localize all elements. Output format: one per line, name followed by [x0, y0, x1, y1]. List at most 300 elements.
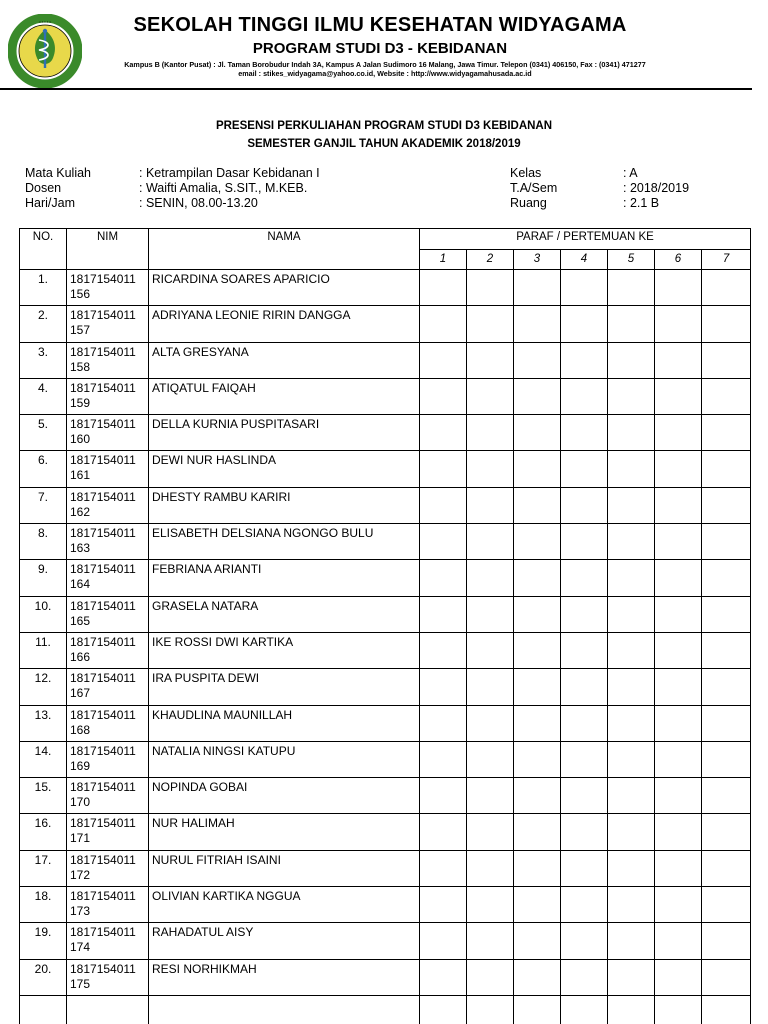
table-row — [20, 342, 751, 378]
signature-cell — [420, 415, 467, 451]
student-name: ATIQATUL FAIQAH — [149, 378, 420, 414]
signature-cell — [702, 923, 751, 959]
signature-cell — [514, 632, 561, 668]
student-name: GRASELA NATARA — [149, 596, 420, 632]
student-nim — [67, 887, 149, 923]
nim-line: 172 — [70, 867, 91, 882]
signature-cell — [420, 451, 467, 487]
student-name: NURUL FITRIAH ISAINI — [149, 850, 420, 886]
nim-line: 169 — [70, 758, 91, 773]
signature-cell — [420, 814, 467, 850]
signature-cell — [655, 995, 702, 1024]
signature-cell — [561, 270, 608, 306]
info-label: T.A/Sem — [510, 181, 558, 195]
table-row — [20, 959, 751, 995]
nim-line: 1817154011 — [70, 671, 136, 686]
signature-cell — [467, 451, 514, 487]
signature-cell — [561, 887, 608, 923]
header-no: NO. — [20, 229, 67, 270]
signature-cell — [420, 741, 467, 777]
signature-cell — [467, 524, 514, 560]
signature-cell — [655, 378, 702, 414]
signature-cell — [655, 923, 702, 959]
signature-cell — [420, 632, 467, 668]
nim-line: 1817154011 — [70, 816, 136, 831]
signature-cell — [608, 524, 655, 560]
signature-cell — [702, 596, 751, 632]
signature-cell — [702, 378, 751, 414]
info-value: : 2018/2019 — [623, 181, 690, 195]
signature-cell — [467, 814, 514, 850]
signature-cell — [514, 451, 561, 487]
document-subtitle: SEMESTER GANJIL TAHUN AKADEMIK 2018/2019 — [247, 138, 521, 150]
signature-cell — [702, 705, 751, 741]
row-number — [20, 995, 67, 1024]
signature-cell — [514, 415, 561, 451]
table-row — [20, 306, 751, 342]
signature-cell — [608, 378, 655, 414]
signature-cell — [561, 923, 608, 959]
signature-cell — [608, 814, 655, 850]
row-number: 11. — [20, 632, 67, 668]
signature-cell — [702, 306, 751, 342]
signature-cell — [608, 887, 655, 923]
nim-line: 167 — [70, 686, 91, 701]
nim-line: 164 — [70, 577, 91, 592]
nim-line: 162 — [70, 504, 91, 519]
signature-cell — [608, 959, 655, 995]
nim-line: 1817154011 — [70, 889, 136, 904]
signature-cell — [467, 923, 514, 959]
table-row — [20, 415, 751, 451]
signature-cell — [608, 778, 655, 814]
signature-cell — [420, 270, 467, 306]
signature-cell — [702, 415, 751, 451]
student-name: DELLA KURNIA PUSPITASARI — [149, 415, 420, 451]
nim-line: 1817154011 — [70, 780, 136, 795]
info-value: : Ketrampilan Dasar Kebidanan I — [139, 166, 320, 180]
table-row — [20, 887, 751, 923]
signature-cell — [467, 415, 514, 451]
signature-cell — [420, 887, 467, 923]
student-name: ADRIYANA LEONIE RIRIN DANGGA — [149, 306, 420, 342]
student-nim — [67, 705, 149, 741]
nim-line: 1817154011 — [70, 380, 136, 395]
signature-cell — [561, 850, 608, 886]
signature-cell — [561, 632, 608, 668]
nim-line: 1817154011 — [70, 634, 136, 649]
nim-line: 173 — [70, 904, 91, 919]
svg-text:• • • • •: • • • • • — [39, 19, 51, 24]
meeting-number: 4 — [561, 250, 608, 270]
signature-cell — [561, 741, 608, 777]
row-number: 1. — [20, 270, 67, 306]
signature-cell — [608, 487, 655, 523]
signature-cell — [514, 741, 561, 777]
student-name: KHAUDLINA MAUNILLAH — [149, 705, 420, 741]
signature-cell — [608, 995, 655, 1024]
signature-cell — [561, 306, 608, 342]
signature-cell — [608, 270, 655, 306]
student-nim — [67, 632, 149, 668]
nim-line: 165 — [70, 613, 91, 628]
student-nim — [67, 342, 149, 378]
signature-cell — [608, 342, 655, 378]
signature-cell — [467, 669, 514, 705]
signature-cell — [514, 705, 561, 741]
signature-cell — [702, 959, 751, 995]
nim-line: 171 — [70, 831, 91, 846]
signature-cell — [655, 560, 702, 596]
row-number: 6. — [20, 451, 67, 487]
signature-cell — [467, 270, 514, 306]
row-number: 13. — [20, 705, 67, 741]
signature-cell — [655, 669, 702, 705]
table-row — [20, 451, 751, 487]
signature-cell — [420, 596, 467, 632]
header-paraf: PARAF / PERTEMUAN KE — [420, 229, 751, 250]
nim-line: 1817154011 — [70, 344, 136, 359]
signature-cell — [655, 524, 702, 560]
signature-cell — [702, 632, 751, 668]
info-label: Dosen — [25, 181, 62, 195]
signature-cell — [420, 778, 467, 814]
signature-cell — [467, 342, 514, 378]
signature-cell — [467, 596, 514, 632]
table-row — [20, 669, 751, 705]
signature-cell — [561, 451, 608, 487]
signature-cell — [514, 378, 561, 414]
class-info — [510, 166, 750, 216]
attendance-rows — [20, 270, 751, 1024]
row-number: 8. — [20, 524, 67, 560]
signature-cell — [467, 741, 514, 777]
signature-cell — [420, 306, 467, 342]
signature-cell — [467, 705, 514, 741]
signature-cell — [467, 959, 514, 995]
signature-cell — [702, 451, 751, 487]
student-nim — [67, 923, 149, 959]
student-nim — [67, 741, 149, 777]
row-number: 10. — [20, 596, 67, 632]
signature-cell — [467, 850, 514, 886]
signature-cell — [702, 778, 751, 814]
nim-line: 1817154011 — [70, 598, 136, 613]
meeting-number: 7 — [702, 250, 751, 270]
signature-cell — [561, 524, 608, 560]
signature-cell — [655, 741, 702, 777]
nim-line: 1817154011 — [70, 961, 136, 976]
signature-cell — [514, 342, 561, 378]
signature-cell — [514, 887, 561, 923]
row-number: 16. — [20, 814, 67, 850]
signature-cell — [702, 850, 751, 886]
nim-line: 1817154011 — [70, 925, 136, 940]
signature-cell — [514, 560, 561, 596]
info-label: Mata Kuliah — [25, 166, 92, 180]
student-nim — [67, 560, 149, 596]
student-name — [149, 995, 420, 1024]
row-number: 3. — [20, 342, 67, 378]
nim-line: 1817154011 — [70, 852, 136, 867]
student-name: ALTA GRESYANA — [149, 342, 420, 378]
signature-cell — [420, 487, 467, 523]
row-number: 14. — [20, 741, 67, 777]
student-nim — [67, 524, 149, 560]
info-value: : A — [623, 166, 638, 180]
info-label: Ruang — [510, 196, 547, 210]
table-row — [20, 632, 751, 668]
student-nim — [67, 959, 149, 995]
signature-cell — [420, 959, 467, 995]
signature-cell — [608, 415, 655, 451]
signature-cell — [514, 850, 561, 886]
signature-cell — [514, 778, 561, 814]
nim-line: 156 — [70, 287, 91, 301]
meeting-number: 2 — [467, 250, 514, 270]
signature-cell — [608, 741, 655, 777]
nim-line: 168 — [70, 722, 91, 737]
nim-line: 1817154011 — [70, 272, 136, 286]
signature-cell — [514, 596, 561, 632]
signature-cell — [655, 270, 702, 306]
row-number: 12. — [20, 669, 67, 705]
signature-cell — [514, 524, 561, 560]
signature-cell — [655, 632, 702, 668]
attendance-table — [19, 228, 751, 1024]
signature-cell — [561, 487, 608, 523]
student-nim — [67, 378, 149, 414]
signature-cell — [702, 669, 751, 705]
signature-cell — [514, 487, 561, 523]
student-nim — [67, 596, 149, 632]
student-nim — [67, 814, 149, 850]
row-number: 17. — [20, 850, 67, 886]
signature-cell — [655, 451, 702, 487]
student-name: RESI NORHIKMAH — [149, 959, 420, 995]
signature-cell — [514, 959, 561, 995]
nim-line: 158 — [70, 359, 91, 374]
signature-cell — [420, 923, 467, 959]
signature-cell — [420, 850, 467, 886]
nim-line: 1817154011 — [70, 417, 136, 432]
signature-cell — [608, 451, 655, 487]
meeting-number: 5 — [608, 250, 655, 270]
signature-cell — [702, 814, 751, 850]
student-name: IKE ROSSI DWI KARTIKA — [149, 632, 420, 668]
signature-cell — [561, 415, 608, 451]
nim-line: 1817154011 — [70, 453, 136, 468]
student-nim — [67, 306, 149, 342]
signature-cell — [561, 705, 608, 741]
nim-line: 166 — [70, 649, 91, 664]
signature-cell — [702, 887, 751, 923]
table-row — [20, 524, 751, 560]
signature-cell — [420, 705, 467, 741]
signature-cell — [420, 378, 467, 414]
signature-cell — [655, 342, 702, 378]
student-name: DEWI NUR HASLINDA — [149, 451, 420, 487]
signature-cell — [655, 596, 702, 632]
signature-cell — [655, 306, 702, 342]
student-nim — [67, 270, 149, 306]
nim-line: 159 — [70, 395, 91, 410]
signature-cell — [420, 560, 467, 596]
signature-cell — [514, 306, 561, 342]
nim-line: 175 — [70, 976, 91, 991]
table-row — [20, 923, 751, 959]
signature-cell — [467, 306, 514, 342]
nim-line: 1817154011 — [70, 562, 136, 577]
contact-line: email : stikes_widyagama@yahoo.co.id, Website : http://www.widyagamahusada.ac.id — [238, 69, 532, 78]
signature-cell — [420, 342, 467, 378]
table-row — [20, 560, 751, 596]
signature-cell — [467, 560, 514, 596]
nim-line: 174 — [70, 940, 91, 955]
student-name: NATALIA NINGSI KATUPU — [149, 741, 420, 777]
signature-cell — [467, 778, 514, 814]
student-nim — [67, 415, 149, 451]
student-name: IRA PUSPITA DEWI — [149, 669, 420, 705]
info-value: : Waifti Amalia, S.SIT., M.KEB. — [139, 181, 308, 195]
signature-cell — [702, 995, 751, 1024]
row-number: 5. — [20, 415, 67, 451]
signature-cell — [655, 705, 702, 741]
signature-cell — [561, 778, 608, 814]
signature-cell — [608, 669, 655, 705]
signature-cell — [514, 923, 561, 959]
signature-cell — [514, 995, 561, 1024]
signature-cell — [655, 415, 702, 451]
signature-cell — [514, 669, 561, 705]
signature-cell — [608, 850, 655, 886]
signature-cell — [561, 560, 608, 596]
signature-cell — [561, 342, 608, 378]
signature-cell — [561, 814, 608, 850]
header-nama: NAMA — [149, 229, 420, 270]
row-number: 2. — [20, 306, 67, 342]
address-line: Kampus B (Kantor Pusat) : Jl. Taman Borobudur Indah 3A, Kampus A Jalan Sudimoro 16 Malang, Jawa Timur. Telepon (0341) 406150, Fax : (0341) 471277 — [124, 60, 646, 69]
table-row — [20, 850, 751, 886]
signature-cell — [561, 669, 608, 705]
table-row — [20, 741, 751, 777]
signature-cell — [514, 270, 561, 306]
signature-cell — [608, 596, 655, 632]
signature-cell — [702, 741, 751, 777]
nim-line: 161 — [70, 468, 91, 483]
student-name: RICARDINA SOARES APARICIO — [149, 270, 420, 306]
student-nim — [67, 451, 149, 487]
signature-cell — [467, 632, 514, 668]
student-name: NUR HALIMAH — [149, 814, 420, 850]
signature-cell — [655, 959, 702, 995]
student-nim — [67, 669, 149, 705]
row-number: 9. — [20, 560, 67, 596]
signature-cell — [655, 850, 702, 886]
nim-line: 1817154011 — [70, 707, 136, 722]
signature-cell — [702, 270, 751, 306]
signature-cell — [561, 995, 608, 1024]
row-number: 19. — [20, 923, 67, 959]
signature-cell — [514, 814, 561, 850]
info-label: Hari/Jam — [25, 196, 76, 210]
signature-cell — [467, 887, 514, 923]
signature-cell — [608, 560, 655, 596]
stikes-widyagama-seal-icon — [8, 14, 82, 88]
signature-cell — [655, 887, 702, 923]
table-row — [20, 814, 751, 850]
nim-line: 160 — [70, 432, 91, 447]
nim-line: 163 — [70, 541, 91, 556]
table-row — [20, 778, 751, 814]
table-row — [20, 596, 751, 632]
table-row — [20, 705, 751, 741]
signature-cell — [655, 778, 702, 814]
program-name: PROGRAM STUDI D3 - KEBIDANAN — [252, 40, 508, 57]
signature-cell — [608, 306, 655, 342]
table-row — [20, 378, 751, 414]
letterhead — [0, 0, 768, 92]
signature-cell — [608, 705, 655, 741]
student-name: FEBRIANA ARIANTI — [149, 560, 420, 596]
signature-cell — [467, 378, 514, 414]
signature-cell — [702, 560, 751, 596]
student-nim — [67, 995, 149, 1024]
signature-cell — [467, 995, 514, 1024]
course-info — [25, 166, 505, 216]
info-value: : SENIN, 08.00-13.20 — [139, 196, 258, 210]
signature-cell — [608, 923, 655, 959]
document-title: PRESENSI PERKULIAHAN PROGRAM STUDI D3 KEBIDANAN — [215, 120, 553, 132]
row-number: 7. — [20, 487, 67, 523]
student-nim — [67, 487, 149, 523]
signature-cell — [655, 814, 702, 850]
nim-line: 1817154011 — [70, 526, 136, 541]
student-name: NOPINDA GOBAI — [149, 778, 420, 814]
signature-cell — [702, 487, 751, 523]
signature-cell — [561, 959, 608, 995]
signature-cell — [608, 632, 655, 668]
signature-cell — [561, 378, 608, 414]
empty-table-row — [20, 995, 751, 1024]
student-name: RAHADATUL AISY — [149, 923, 420, 959]
nim-line: 157 — [70, 323, 91, 338]
info-value: : 2.1 B — [623, 196, 660, 210]
signature-cell — [561, 596, 608, 632]
table-row — [20, 270, 751, 306]
row-number: 15. — [20, 778, 67, 814]
institution-name: SEKOLAH TINGGI ILMU KESEHATAN WIDYAGAMA — [133, 14, 627, 36]
meeting-number: 1 — [420, 250, 467, 270]
header-divider — [0, 88, 752, 90]
meeting-number: 3 — [514, 250, 561, 270]
row-number: 4. — [20, 378, 67, 414]
student-name: ELISABETH DELSIANA NGONGO BULU — [149, 524, 420, 560]
meeting-number: 6 — [655, 250, 702, 270]
student-nim — [67, 850, 149, 886]
nim-line: 1817154011 — [70, 743, 136, 758]
student-name: DHESTY RAMBU KARIRI — [149, 487, 420, 523]
header-nim: NIM — [67, 229, 149, 270]
row-number: 18. — [20, 887, 67, 923]
info-label: Kelas — [510, 166, 542, 180]
signature-cell — [702, 342, 751, 378]
signature-cell — [420, 669, 467, 705]
table-row — [20, 487, 751, 523]
student-nim — [67, 778, 149, 814]
row-number: 20. — [20, 959, 67, 995]
nim-line: 1817154011 — [70, 489, 136, 504]
